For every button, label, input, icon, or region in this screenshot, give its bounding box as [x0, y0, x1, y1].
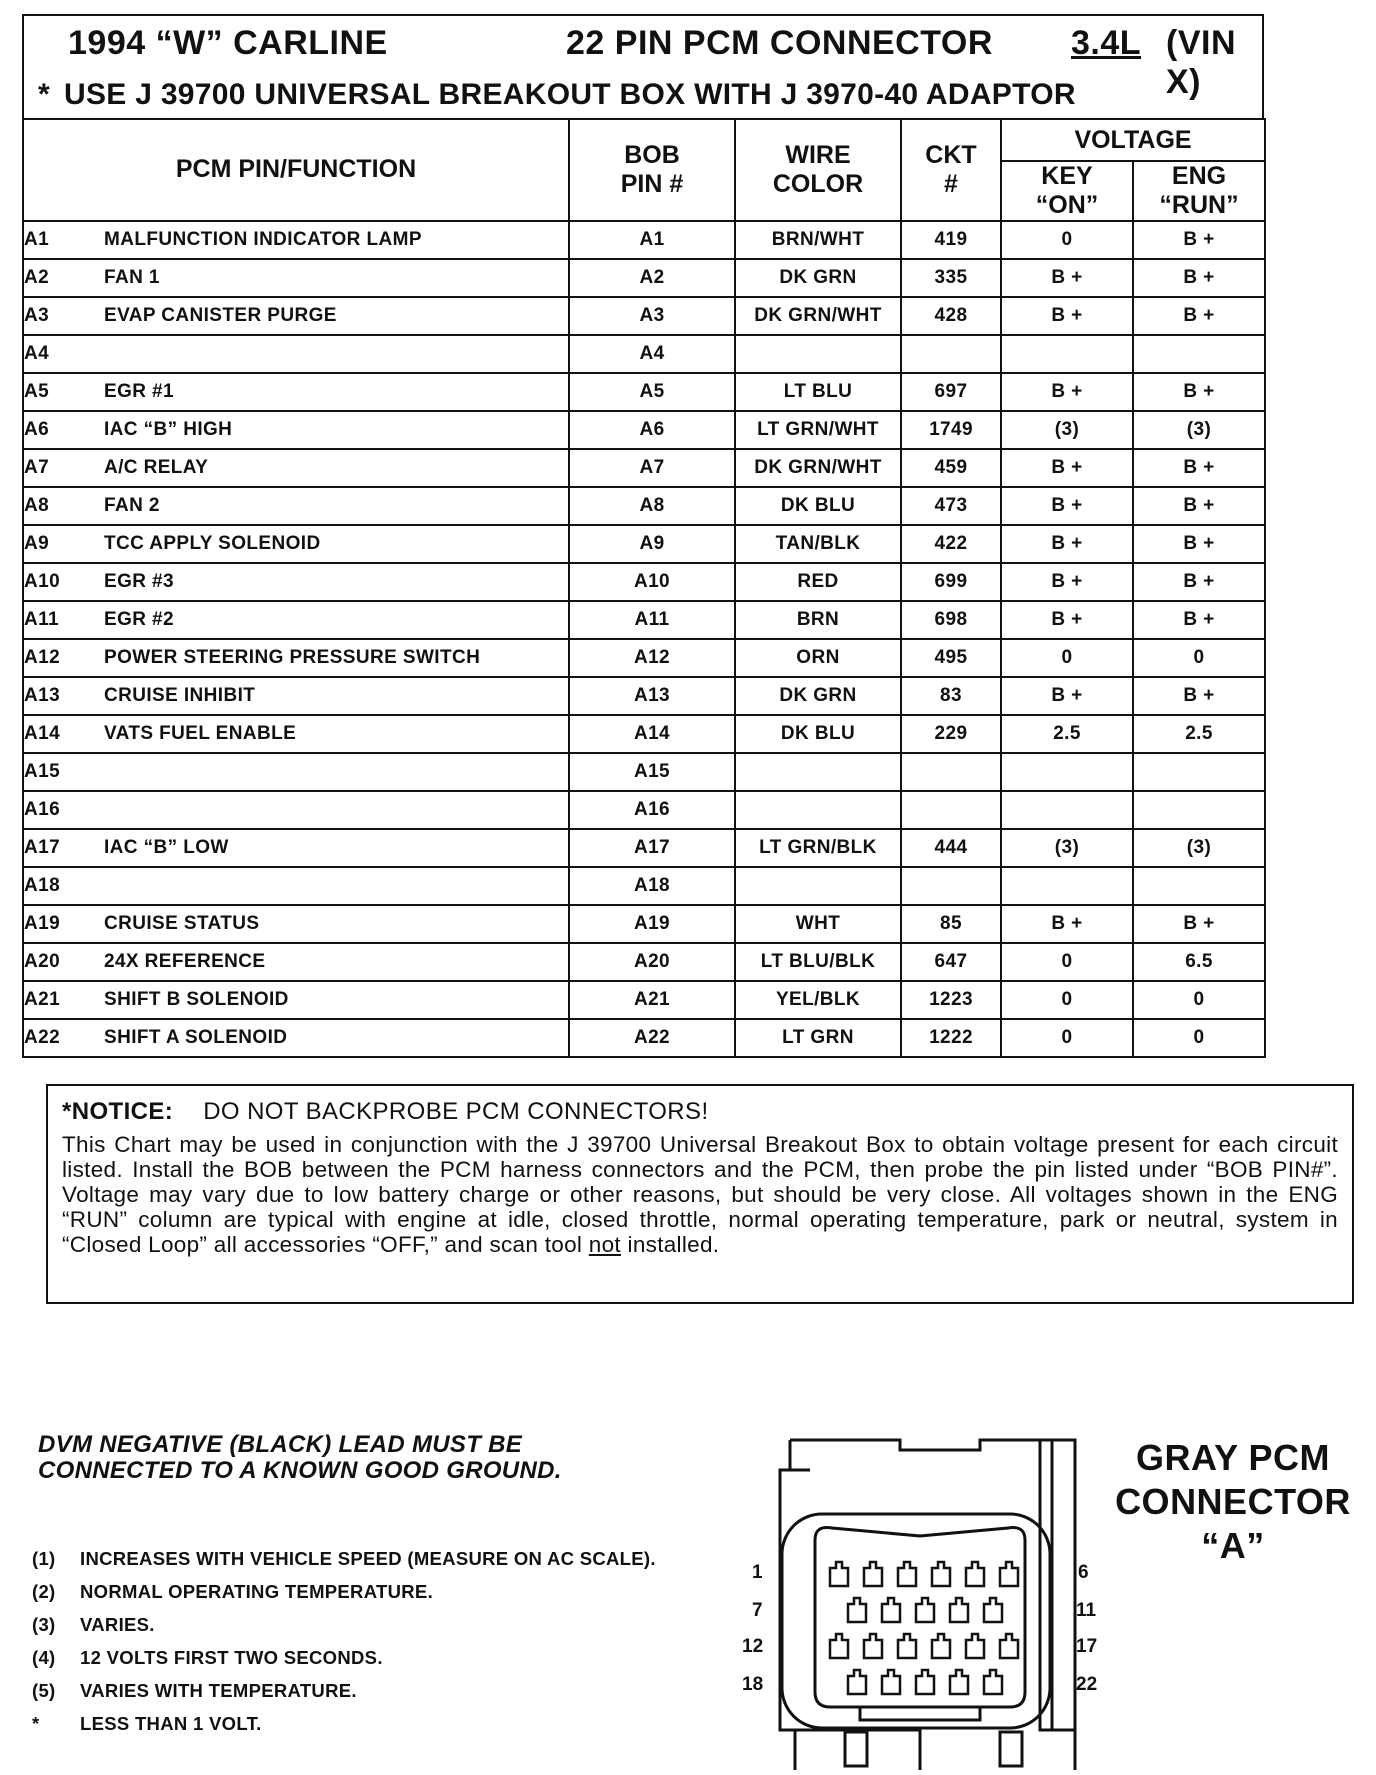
pin-table-wrap [22, 118, 1264, 1058]
pin-function: EGR #2 [104, 608, 174, 630]
footnote-number: (4) [32, 1647, 56, 1668]
pcm-pin: A17 [24, 836, 61, 858]
housing-bottom-left [795, 1730, 920, 1770]
dvm-ground-note [38, 1432, 562, 1484]
eng-run-voltage-cell [1133, 753, 1265, 791]
table-row [23, 563, 1265, 601]
pin-function: EGR #1 [104, 380, 174, 402]
table-row [23, 525, 1265, 563]
eng-run-line1: ENG [1171, 162, 1227, 190]
footnote-number: (1) [32, 1548, 56, 1569]
ckt-cell [901, 753, 1001, 791]
bob-pin-cell: A3 [569, 297, 735, 335]
table-row [23, 1019, 1265, 1057]
pin-function: CRUISE INHIBIT [104, 684, 256, 706]
col-header-bob-pin [569, 119, 735, 221]
vin-code: (VIN X) [1166, 24, 1236, 101]
pin-cavity-21 [950, 1670, 968, 1694]
wire-color-cell: TAN/BLK [735, 525, 901, 563]
wire-header-line2: COLOR [772, 169, 864, 198]
key-on-voltage-cell: 0 [1001, 981, 1133, 1019]
ckt-cell: 647 [901, 943, 1001, 981]
table-row [23, 335, 1265, 373]
key-on-voltage-cell: B + [1001, 487, 1133, 525]
key-on-voltage-cell: B + [1001, 259, 1133, 297]
pin-function-cell [23, 753, 569, 791]
key-on-voltage-cell: B + [1001, 373, 1133, 411]
col-header-voltage: VOLTAGE [1001, 119, 1265, 161]
pin-function-cell [23, 1019, 569, 1057]
footnote-text: VARIES WITH TEMPERATURE. [80, 1680, 357, 1701]
ckt-cell: 83 [901, 677, 1001, 715]
wire-header-line1: WIRE [785, 141, 851, 169]
notice-heading [62, 1098, 1338, 1126]
bob-pin-cell: A13 [569, 677, 735, 715]
pin-cavities [830, 1562, 1018, 1694]
footnote-item [32, 1614, 656, 1647]
col-header-key-on [1001, 161, 1133, 221]
table-row [23, 639, 1265, 677]
pin-function-cell [23, 449, 569, 487]
wire-color-cell: ORN [735, 639, 901, 677]
pcm-pin: A11 [24, 608, 60, 630]
table-row [23, 981, 1265, 1019]
breakout-box-text: USE J 39700 UNIVERSAL BREAKOUT BOX WITH J 3970-40 ADAPTOR [63, 78, 1076, 111]
pcm-pin: A19 [24, 912, 61, 934]
ckt-cell: 419 [901, 221, 1001, 259]
footnote-text: NORMAL OPERATING TEMPERATURE. [80, 1581, 434, 1602]
footnote-item [32, 1647, 656, 1680]
pin-function-cell [23, 981, 569, 1019]
pin-cavity-15 [932, 1634, 950, 1658]
wire-color-cell: DK GRN [735, 677, 901, 715]
notice-body-text: This Chart may be used in conjunction with the J 39700 Universal Breakout Box to obtain voltage present for each circuit listed. Install the BOB between the PCM harness connectors and the PCM, then probe the pin listed under “BOB PIN#”. Voltage may vary due to low battery charge or other reasons, but should be very close. All voltages shown in the ENG “RUN” column are typical with engine at idle, closed throttle, normal operating temperature, park or neutral, system in “Closed Loop” all accessories “OFF,” and scan tool [62, 1132, 1338, 1257]
ckt-cell: 229 [901, 715, 1001, 753]
bob-pin-cell: A19 [569, 905, 735, 943]
ckt-cell: 1222 [901, 1019, 1001, 1057]
pcm-pin: A8 [24, 494, 50, 516]
notice-warning: DO NOT BACKPROBE PCM CONNECTORS! [203, 1098, 709, 1125]
bob-pin-cell: A8 [569, 487, 735, 525]
wire-color-cell [735, 335, 901, 373]
pin-cavity-11 [984, 1598, 1002, 1622]
table-row [23, 259, 1265, 297]
wire-color-cell: LT GRN/BLK [735, 829, 901, 867]
pcm-pin: A21 [24, 988, 61, 1010]
key-on-voltage-cell: B + [1001, 677, 1133, 715]
ckt-cell: 422 [901, 525, 1001, 563]
wire-color-cell: RED [735, 563, 901, 601]
table-row [23, 601, 1265, 639]
pcm-pin: A6 [24, 418, 50, 440]
footnote-number: (2) [32, 1581, 56, 1602]
wire-color-cell: BRN/WHT [735, 221, 901, 259]
ckt-cell: 428 [901, 297, 1001, 335]
pin-function-cell [23, 791, 569, 829]
pcm-pin: A12 [24, 646, 61, 668]
pin-function-cell [23, 487, 569, 525]
key-on-voltage-cell: (3) [1001, 411, 1133, 449]
bob-pin-cell: A18 [569, 867, 735, 905]
pin-table-body [23, 221, 1265, 1057]
eng-run-voltage-cell: B + [1133, 487, 1265, 525]
ckt-cell: 335 [901, 259, 1001, 297]
bob-pin-cell: A1 [569, 221, 735, 259]
table-row [23, 905, 1265, 943]
bob-header-line2: PIN # [620, 169, 684, 198]
pin-function: SHIFT A SOLENOID [104, 1026, 288, 1048]
row-label-right-17: 17 [1076, 1636, 1098, 1657]
pcm-pin: A15 [24, 760, 61, 782]
wire-color-cell: LT BLU/BLK [735, 943, 901, 981]
eng-run-voltage-cell: 2.5 [1133, 715, 1265, 753]
footnote-text: VARIES. [80, 1614, 155, 1635]
table-row [23, 297, 1265, 335]
pin-function: A/C RELAY [104, 456, 209, 478]
bob-pin-cell: A7 [569, 449, 735, 487]
ckt-cell: 473 [901, 487, 1001, 525]
footnote-text: LESS THAN 1 VOLT. [80, 1713, 262, 1734]
connector-title: 22 PIN PCM CONNECTOR [566, 24, 993, 62]
table-row [23, 943, 1265, 981]
pcm-pin: A4 [24, 342, 50, 364]
key-on-voltage-cell: 0 [1001, 943, 1133, 981]
pcm-pin: A13 [24, 684, 61, 706]
table-row [23, 791, 1265, 829]
col-header-ckt [901, 119, 1001, 221]
bob-pin-cell: A10 [569, 563, 735, 601]
eng-run-voltage-cell: B + [1133, 449, 1265, 487]
row-label-left-12: 12 [742, 1636, 764, 1657]
pin-function: IAC “B” HIGH [104, 418, 233, 440]
bob-pin-cell: A11 [569, 601, 735, 639]
key-on-voltage-cell: 0 [1001, 639, 1133, 677]
pcm-pin: A22 [24, 1026, 61, 1048]
footnote-item [32, 1680, 656, 1713]
footnote-item [32, 1548, 656, 1581]
ckt-header-line1: CKT [925, 141, 977, 169]
pcm-pin: A10 [24, 570, 61, 592]
carline-title: 1994 “W” CARLINE [68, 24, 388, 62]
ckt-cell: 495 [901, 639, 1001, 677]
pin-function: EGR #3 [104, 570, 174, 592]
pin-cavity-9 [916, 1598, 934, 1622]
connector-drawing [720, 1430, 1120, 1770]
pin-function-cell [23, 563, 569, 601]
bob-pin-cell: A22 [569, 1019, 735, 1057]
latch-right [1000, 1732, 1022, 1766]
pin-function: EVAP CANISTER PURGE [104, 304, 337, 326]
key-on-voltage-cell: B + [1001, 905, 1133, 943]
bob-header-line1: BOB [624, 141, 680, 169]
pin-function: FAN 1 [104, 266, 160, 288]
pcm-pin: A16 [24, 798, 61, 820]
key-on-line2: “ON” [1035, 190, 1099, 219]
pcm-pin: A18 [24, 874, 61, 896]
pin-function-cell [23, 601, 569, 639]
ckt-cell: 698 [901, 601, 1001, 639]
row-label-left-18: 18 [742, 1674, 764, 1695]
pcm-pin: A2 [24, 266, 50, 288]
latch-left [845, 1732, 867, 1766]
pin-cavity-1 [830, 1562, 848, 1586]
key-on-voltage-cell: B + [1001, 297, 1133, 335]
pin-cavity-16 [966, 1634, 984, 1658]
pin-function: FAN 2 [104, 494, 160, 516]
pin-function-cell [23, 525, 569, 563]
wire-color-cell: LT BLU [735, 373, 901, 411]
row-label-left-7: 7 [752, 1600, 763, 1621]
bob-pin-cell: A21 [569, 981, 735, 1019]
footnote-number: (3) [32, 1614, 56, 1635]
col-header-eng-run [1133, 161, 1265, 221]
pcm-pin: A1 [24, 228, 50, 250]
ckt-cell: 444 [901, 829, 1001, 867]
table-row [23, 677, 1265, 715]
ckt-cell: 1223 [901, 981, 1001, 1019]
footnote-text: 12 VOLTS FIRST TWO SECONDS. [80, 1647, 383, 1668]
ckt-cell [901, 335, 1001, 373]
ckt-cell: 1749 [901, 411, 1001, 449]
pin-cavity-7 [848, 1598, 866, 1622]
wire-color-cell: YEL/BLK [735, 981, 901, 1019]
row-label-right-6: 6 [1078, 1562, 1089, 1583]
key-on-voltage-cell [1001, 791, 1133, 829]
pin-function-cell [23, 335, 569, 373]
table-row [23, 867, 1265, 905]
pin-function-cell [23, 297, 569, 335]
eng-run-voltage-cell: B + [1133, 221, 1265, 259]
pin-cavity-4 [932, 1562, 950, 1586]
wire-color-cell: DK GRN/WHT [735, 297, 901, 335]
bob-pin-cell: A9 [569, 525, 735, 563]
pin-function-cell [23, 259, 569, 297]
table-row [23, 753, 1265, 791]
pin-cavity-3 [898, 1562, 916, 1586]
wire-color-cell [735, 867, 901, 905]
key-on-voltage-cell: B + [1001, 563, 1133, 601]
wire-color-cell [735, 753, 901, 791]
table-row [23, 221, 1265, 259]
pin-function: SHIFT B SOLENOID [104, 988, 289, 1010]
eng-run-voltage-cell: (3) [1133, 829, 1265, 867]
pin-cavity-8 [882, 1598, 900, 1622]
ckt-cell: 697 [901, 373, 1001, 411]
notice-body-end: installed. [627, 1232, 720, 1257]
asterisk-marker: * [38, 78, 50, 111]
pin-function: 24X REFERENCE [104, 950, 266, 972]
bob-pin-cell: A17 [569, 829, 735, 867]
notice-box [46, 1084, 1354, 1304]
pin-function-cell [23, 867, 569, 905]
eng-run-voltage-cell [1133, 335, 1265, 373]
key-on-voltage-cell: (3) [1001, 829, 1133, 867]
pcm-pin: A20 [24, 950, 61, 972]
notice-not-emphasis: not [588, 1232, 621, 1257]
eng-run-voltage-cell: 0 [1133, 1019, 1265, 1057]
table-row [23, 487, 1265, 525]
eng-run-voltage-cell: B + [1133, 677, 1265, 715]
eng-run-voltage-cell: 6.5 [1133, 943, 1265, 981]
bob-pin-cell: A20 [569, 943, 735, 981]
key-on-voltage-cell: B + [1001, 601, 1133, 639]
dvm-line2: CONNECTED TO A KNOWN GOOD GROUND. [38, 1457, 562, 1484]
pin-cavity-17 [1000, 1634, 1018, 1658]
eng-run-voltage-cell: 0 [1133, 981, 1265, 1019]
pin-function: MALFUNCTION INDICATOR LAMP [104, 228, 422, 250]
ckt-cell [901, 791, 1001, 829]
pin-function: VATS FUEL ENABLE [104, 722, 297, 744]
ckt-header-line2: # [944, 169, 958, 198]
pin-cavity-2 [864, 1562, 882, 1586]
connector-diagram [720, 1430, 1120, 1770]
bob-pin-cell: A16 [569, 791, 735, 829]
gray-title-line1: GRAY PCM [1135, 1437, 1331, 1478]
pcm-pin: A3 [24, 304, 50, 326]
bob-pin-cell: A15 [569, 753, 735, 791]
pin-cavity-12 [830, 1634, 848, 1658]
eng-run-voltage-cell [1133, 791, 1265, 829]
chart-header [22, 14, 1264, 118]
key-on-voltage-cell: B + [1001, 525, 1133, 563]
col-header-pin-function: PCM PIN/FUNCTION [23, 119, 569, 221]
footnote-text: INCREASES WITH VEHICLE SPEED (MEASURE ON AC SCALE). [80, 1548, 656, 1569]
wire-color-cell [735, 791, 901, 829]
wire-color-cell: WHT [735, 905, 901, 943]
footnote-item [32, 1713, 656, 1746]
bob-pin-cell: A5 [569, 373, 735, 411]
ckt-cell: 459 [901, 449, 1001, 487]
eng-run-voltage-cell: B + [1133, 905, 1265, 943]
key-on-line1: KEY [1041, 162, 1093, 190]
wire-color-cell: LT GRN [735, 1019, 901, 1057]
table-row [23, 411, 1265, 449]
key-on-voltage-cell: 2.5 [1001, 715, 1133, 753]
connector-shroud [815, 1528, 1025, 1708]
pin-function-cell [23, 677, 569, 715]
eng-run-voltage-cell [1133, 867, 1265, 905]
pin-cavity-13 [864, 1634, 882, 1658]
row-label-right-11: 11 [1076, 1600, 1097, 1621]
pin-function-cell [23, 411, 569, 449]
pcm-pin: A5 [24, 380, 50, 402]
pcm-pin: A14 [24, 722, 61, 744]
pin-function-cell [23, 905, 569, 943]
notice-body [62, 1132, 1338, 1257]
bob-pin-cell: A14 [569, 715, 735, 753]
pin-function-cell [23, 221, 569, 259]
key-on-voltage-cell: 0 [1001, 221, 1133, 259]
pin-cavity-6 [1000, 1562, 1018, 1586]
table-row [23, 373, 1265, 411]
key-on-voltage-cell [1001, 753, 1133, 791]
footnote-number: * [32, 1713, 40, 1734]
ckt-cell: 85 [901, 905, 1001, 943]
table-row [23, 449, 1265, 487]
key-on-voltage-cell [1001, 335, 1133, 373]
key-on-voltage-cell [1001, 867, 1133, 905]
wire-color-cell: DK BLU [735, 715, 901, 753]
eng-run-line2: “RUN” [1159, 190, 1239, 219]
pin-function: TCC APPLY SOLENOID [104, 532, 321, 554]
pin-function-cell [23, 943, 569, 981]
pin-function-cell [23, 373, 569, 411]
eng-run-voltage-cell: 0 [1133, 639, 1265, 677]
pin-cavity-22 [984, 1670, 1002, 1694]
row-label-left-1: 1 [752, 1562, 763, 1583]
eng-run-voltage-cell: B + [1133, 373, 1265, 411]
connector-key-notch [860, 1707, 980, 1720]
dvm-line1: DVM NEGATIVE (BLACK) LEAD MUST BE [38, 1431, 523, 1458]
pin-cavity-20 [916, 1670, 934, 1694]
ckt-cell [901, 867, 1001, 905]
pin-cavity-5 [966, 1562, 984, 1586]
pin-function: POWER STEERING PRESSURE SWITCH [104, 646, 481, 668]
row-label-right-22: 22 [1076, 1674, 1098, 1695]
eng-run-voltage-cell: B + [1133, 525, 1265, 563]
eng-run-voltage-cell: B + [1133, 297, 1265, 335]
pin-cavity-10 [950, 1598, 968, 1622]
wire-color-cell: DK BLU [735, 487, 901, 525]
pin-function: IAC “B” LOW [104, 836, 229, 858]
breakout-box-instruction [38, 78, 1076, 112]
housing-right-rail [1040, 1440, 1075, 1730]
bob-pin-cell: A6 [569, 411, 735, 449]
gray-title-line2: CONNECTOR [1115, 1481, 1351, 1522]
pin-voltage-table [22, 118, 1266, 1058]
pin-function-cell [23, 639, 569, 677]
footnote-item [32, 1581, 656, 1614]
bob-pin-cell: A2 [569, 259, 735, 297]
engine-size: 3.4L [1071, 24, 1142, 62]
eng-run-voltage-cell: B + [1133, 259, 1265, 297]
eng-run-voltage-cell: B + [1133, 563, 1265, 601]
wire-color-cell: DK GRN [735, 259, 901, 297]
pin-cavity-19 [882, 1670, 900, 1694]
table-row [23, 715, 1265, 753]
pcm-pin: A7 [24, 456, 50, 478]
key-on-voltage-cell: 0 [1001, 1019, 1133, 1057]
wire-color-cell: LT GRN/WHT [735, 411, 901, 449]
table-row [23, 829, 1265, 867]
eng-run-voltage-cell: B + [1133, 601, 1265, 639]
pin-function: CRUISE STATUS [104, 912, 260, 934]
gray-pcm-connector-title [1108, 1436, 1358, 1568]
pin-cavity-18 [848, 1670, 866, 1694]
ckt-cell: 699 [901, 563, 1001, 601]
pin-cavity-14 [898, 1634, 916, 1658]
pin-function-cell [23, 829, 569, 867]
wire-color-cell: BRN [735, 601, 901, 639]
col-header-wire-color [735, 119, 901, 221]
bob-pin-cell: A4 [569, 335, 735, 373]
gray-title-line3: “A” [1201, 1525, 1265, 1566]
eng-run-voltage-cell: (3) [1133, 411, 1265, 449]
wire-color-cell: DK GRN/WHT [735, 449, 901, 487]
pin-function-cell [23, 715, 569, 753]
pcm-pin: A9 [24, 532, 50, 554]
bob-pin-cell: A12 [569, 639, 735, 677]
footnotes-list [32, 1548, 656, 1746]
notice-label: *NOTICE: [62, 1098, 174, 1125]
footnote-number: (5) [32, 1680, 56, 1701]
key-on-voltage-cell: B + [1001, 449, 1133, 487]
